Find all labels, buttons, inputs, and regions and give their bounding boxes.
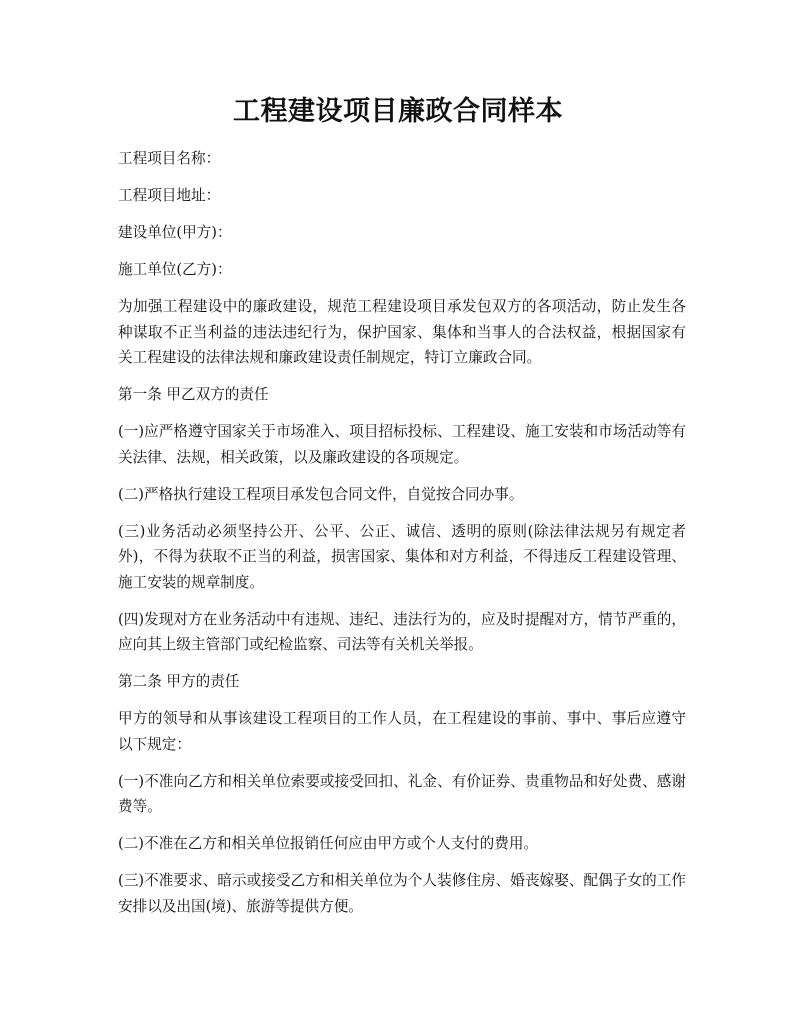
preamble-paragraph: 为加强工程建设中的廉政建设，规范工程建设项目承发包双方的各项活动，防止发生各种谋取不正当利益的违法违纪行为，保护国家、集体和当事人的合法权益，根据国家有关工程建设的法律法规和廉政建设责任制规定，特订立廉政合同。	[118, 298, 686, 366]
article-2-item-1: (一)不准向乙方和相关单位索要或接受回扣、礼金、有价证券、贵重物品和好处费、感谢费等。	[118, 772, 686, 815]
document-body	[118, 146, 686, 931]
field-party-b: 施工单位(乙方)：	[118, 261, 232, 278]
article-2-intro: 甲方的领导和从事该建设工程项目的工作人员，在工程建设的事前、事中、事后应遵守以下规定：	[118, 710, 686, 753]
article-2-heading: 第二条 甲方的责任	[118, 673, 240, 690]
document-title: 工程建设项目廉政合同样本	[233, 96, 563, 127]
article-1-heading: 第一条 甲乙双方的责任	[118, 386, 269, 403]
field-project-address: 工程项目地址：	[118, 187, 221, 204]
article-1-item-1: (一)应严格遵守国家关于市场准入、项目招标投标、工程建设、施工安装和市场活动等有关法律、法规，相关政策，以及廉政建设的各项规定。	[118, 423, 686, 466]
field-project-name: 工程项目名称：	[118, 150, 221, 167]
article-1-item-2: (二)严格执行建设工程项目承发包合同文件，自觉按合同办事。	[118, 485, 524, 503]
field-party-a: 建设单位(甲方)：	[118, 224, 232, 241]
article-1-item-4: (四)发现对方在业务活动中有违规、违纪、违法行为的，应及时提醒对方，情节严重的，应向其上级主管部门或纪检监察、司法等有关机关举报。	[118, 610, 686, 653]
article-2-item-2: (二)不准在乙方和相关单位报销任何应由甲方或个人支付的费用。	[118, 835, 539, 852]
article-2-item-3: (三)不准要求、暗示或接受乙方和相关单位为个人装修住房、婚丧嫁娶、配偶子女的工作安排以及出国(境)、旅游等提供方便。	[118, 872, 686, 915]
article-1-item-3: (三)业务活动必须坚持公开、公平、公正、诚信、透明的原则(除法律法规另有规定者外)，不得为获取不正当的利益，损害国家、集体和对方利益，不得违反工程建设管理、施工安装的规章制度。	[118, 522, 686, 591]
